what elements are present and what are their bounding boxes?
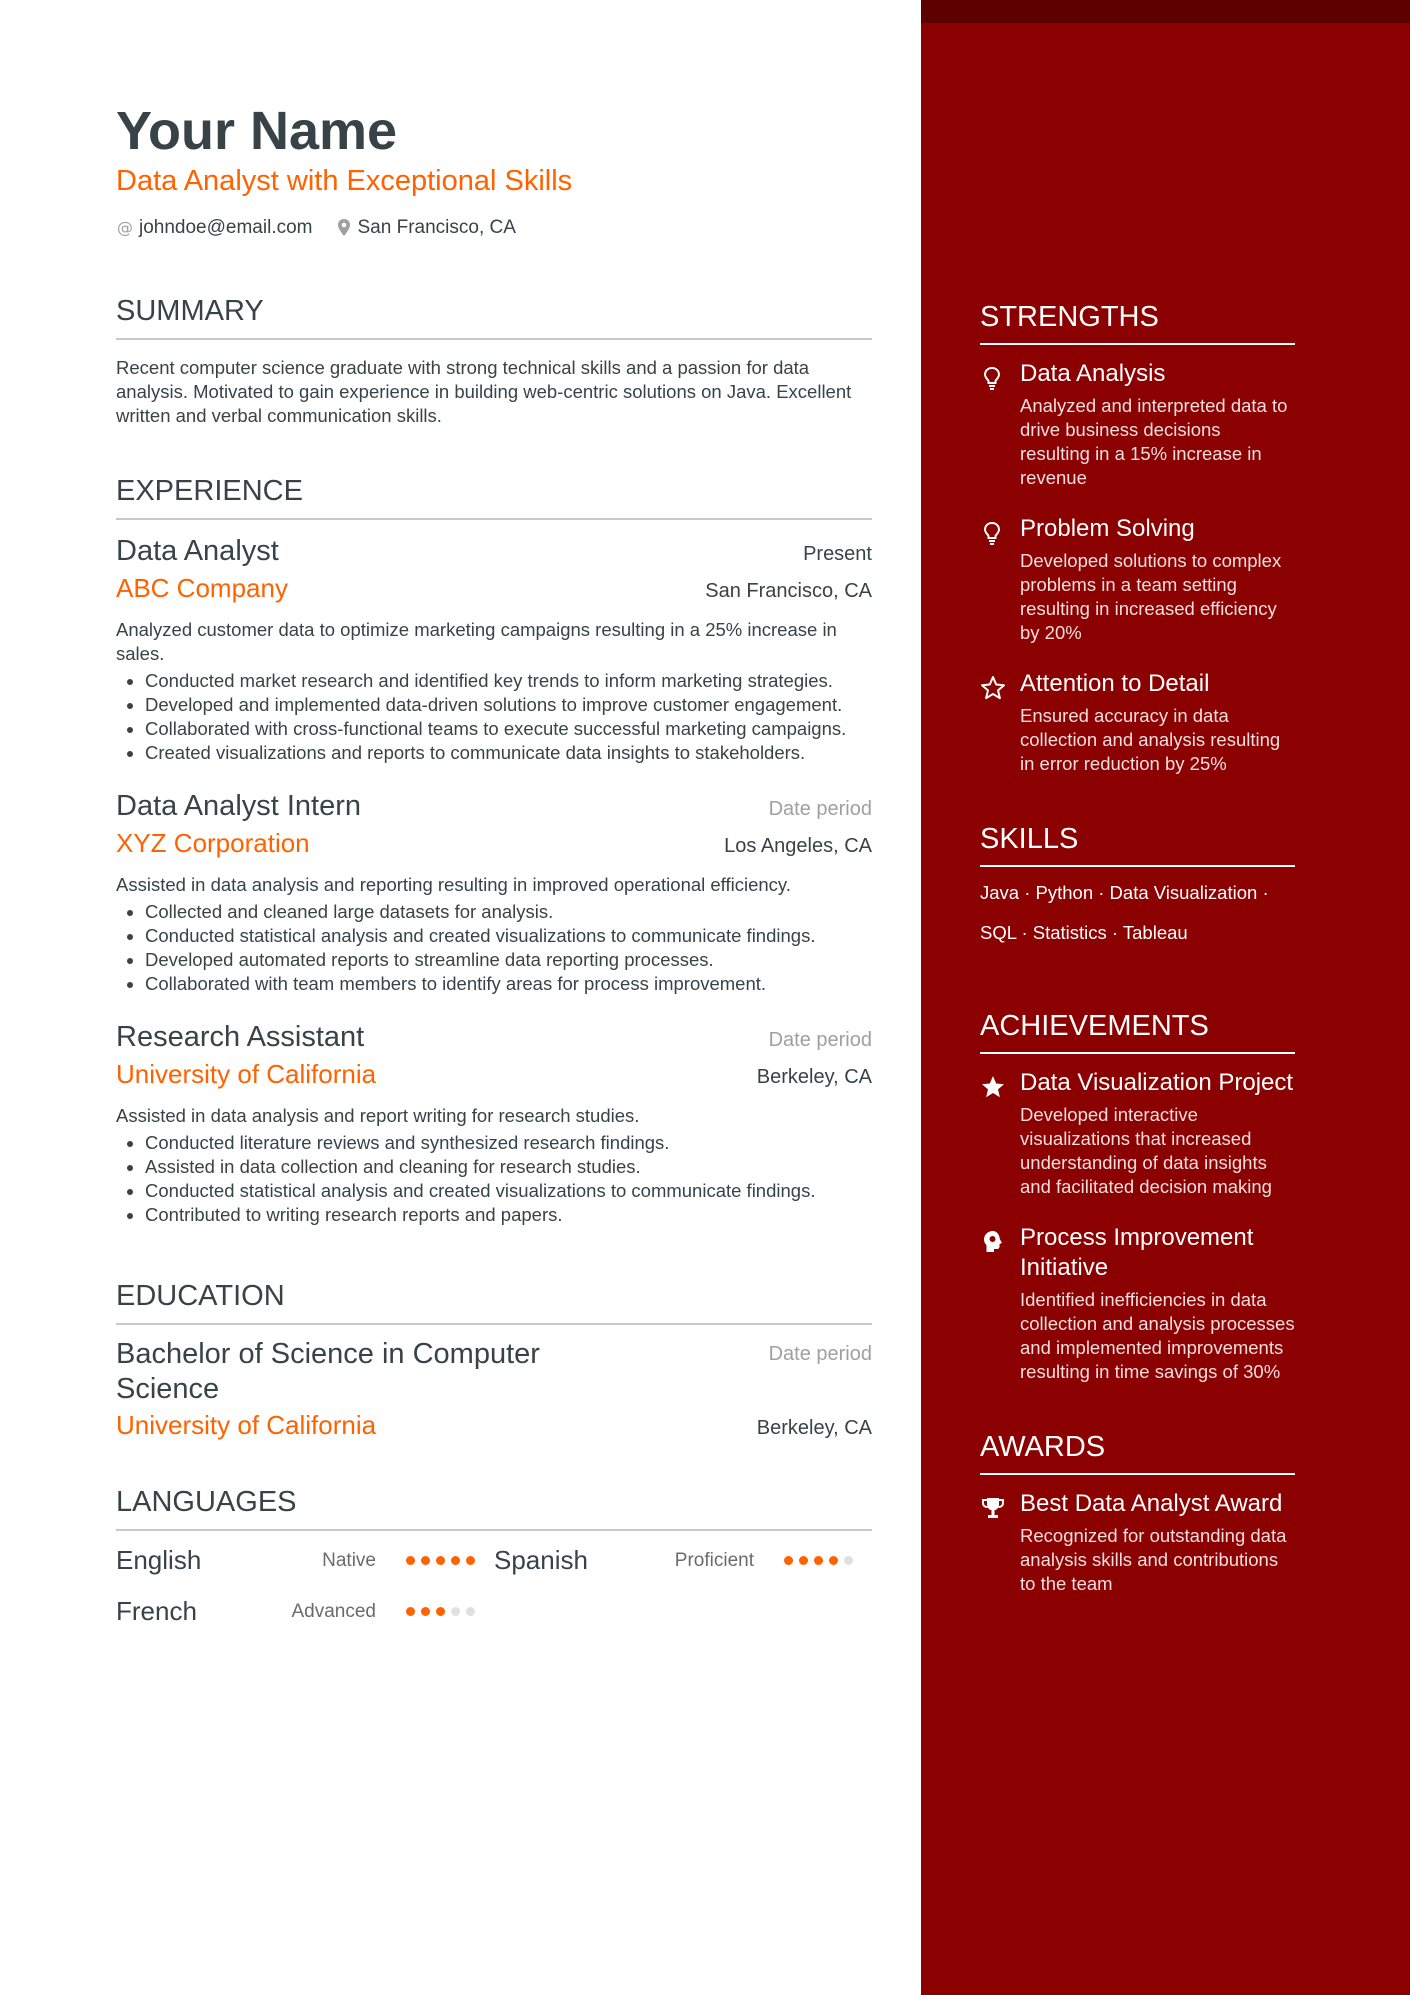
strength-title: Data Analysis bbox=[1020, 360, 1166, 387]
school-name: University of California bbox=[116, 1410, 377, 1440]
company-name: XYZ Corporation bbox=[116, 828, 310, 858]
rating-dot-filled bbox=[799, 1556, 808, 1565]
rating-dot-filled bbox=[451, 1556, 460, 1565]
strength-item bbox=[980, 514, 1295, 645]
job-entry bbox=[116, 787, 872, 996]
school-location: Berkeley, CA bbox=[756, 1417, 872, 1439]
svg-text:@: @ bbox=[117, 219, 133, 237]
award-title: Best Data Analyst Award bbox=[1020, 1490, 1283, 1517]
rating-dot-filled bbox=[829, 1556, 838, 1565]
language-name: English bbox=[116, 1545, 202, 1575]
email-text: johndoe@email.com bbox=[139, 217, 313, 238]
job-bullets bbox=[116, 1131, 872, 1227]
summary-text: Recent computer science graduate with strong technical skills and a passion for data analysis. Motivated to gain experience in building web-centric solutions on Java. Excellent written and verbal communication skills. bbox=[116, 357, 852, 426]
job-description: Assisted in data analysis and report writing for research studies. bbox=[116, 1105, 640, 1126]
language-item bbox=[116, 1545, 494, 1576]
job-description: Assisted in data analysis and reporting resulting in improved operational efficiency. bbox=[116, 874, 791, 895]
star-icon bbox=[980, 1074, 1006, 1100]
achievement-item bbox=[980, 1068, 1295, 1199]
job-date: Date period bbox=[768, 1029, 872, 1051]
achievements-heading: ACHIEVEMENTS bbox=[980, 1009, 1295, 1054]
strength-item bbox=[980, 669, 1295, 776]
summary-heading: SUMMARY bbox=[116, 294, 872, 340]
bullet-item: • Contributed to writing research reports and papers. bbox=[145, 1203, 872, 1227]
rating-dot-empty bbox=[451, 1607, 460, 1616]
strengths-section bbox=[980, 300, 1295, 776]
bullet-item: • Created visualizations and reports to communicate data insights to stakeholders. bbox=[145, 741, 872, 765]
job-location: San Francisco, CA bbox=[705, 580, 872, 602]
job-title: Research Assistant bbox=[116, 1021, 365, 1053]
rating-dot-empty bbox=[466, 1607, 475, 1616]
strength-description: Ensured accuracy in data collection and analysis resulting in error reduction by 25% bbox=[1020, 705, 1281, 774]
language-item bbox=[116, 1596, 494, 1627]
skills-section bbox=[980, 822, 1295, 953]
bullet-item: • Developed automated reports to streamline data reporting processes. bbox=[145, 948, 872, 972]
strength-item bbox=[980, 359, 1295, 490]
resume-name: Your Name bbox=[116, 101, 398, 161]
language-rating bbox=[406, 1556, 481, 1565]
strength-title: Attention to Detail bbox=[1020, 670, 1210, 697]
lightbulb-icon bbox=[980, 365, 1004, 391]
achievements-section bbox=[980, 1009, 1295, 1384]
language-name: French bbox=[116, 1596, 197, 1626]
contact-email[interactable] bbox=[116, 217, 313, 239]
rating-dot-filled bbox=[436, 1556, 445, 1565]
bullet-item: • Collaborated with team members to identify areas for process improvement. bbox=[145, 972, 872, 996]
strengths-heading: STRENGTHS bbox=[980, 300, 1295, 345]
sidebar-content bbox=[980, 300, 1295, 1596]
degree-title: Bachelor of Science in Computer Science bbox=[116, 1338, 540, 1405]
trophy-icon bbox=[980, 1495, 1006, 1521]
job-bullets bbox=[116, 900, 872, 996]
language-level: Advanced bbox=[291, 1600, 376, 1622]
skills-line: Java · Python · Data Visualization · bbox=[980, 882, 1269, 903]
bullet-item: • Developed and implemented data-driven solutions to improve customer engagement. bbox=[145, 693, 872, 717]
main-column bbox=[116, 100, 872, 1627]
language-item bbox=[494, 1545, 872, 1576]
rating-dot-filled bbox=[466, 1556, 475, 1565]
education-entry bbox=[116, 1337, 872, 1443]
job-bullets bbox=[116, 669, 872, 765]
head-icon bbox=[980, 1229, 1006, 1255]
languages-heading: LANGUAGES bbox=[116, 1485, 872, 1531]
job-description: Analyzed customer data to optimize marketing campaigns resulting in a 25% increase in sales. bbox=[116, 619, 837, 664]
experience-heading: EXPERIENCE bbox=[116, 474, 872, 520]
job-title: Data Analyst Intern bbox=[116, 790, 362, 822]
language-level: Proficient bbox=[674, 1549, 754, 1571]
job-date: Date period bbox=[768, 798, 872, 820]
bullet-item: • Conducted market research and identified key trends to inform marketing strategies. bbox=[145, 669, 872, 693]
skills-line: SQL · Statistics · Tableau bbox=[980, 922, 1188, 943]
lightbulb-icon bbox=[980, 520, 1004, 546]
contact-row bbox=[116, 217, 872, 239]
language-rating bbox=[406, 1607, 481, 1616]
sidebar-top-band bbox=[921, 0, 1410, 23]
education-section bbox=[116, 1279, 872, 1443]
strength-description: Analyzed and interpreted data to drive business decisions resulting in a 15% increase in revenue bbox=[1020, 395, 1288, 488]
language-level: Native bbox=[322, 1549, 376, 1571]
bullet-item: • Conducted statistical analysis and created visualizations to communicate findings. bbox=[145, 1179, 872, 1203]
contact-location bbox=[335, 217, 516, 239]
skills-list bbox=[980, 873, 1295, 953]
achievement-title: Data Visualization Project bbox=[1020, 1069, 1294, 1096]
rating-dot-filled bbox=[421, 1607, 430, 1616]
strength-description: Developed solutions to complex problems in a team setting resulting in increased efficiency by 20% bbox=[1020, 550, 1282, 643]
company-name: University of California bbox=[116, 1059, 377, 1089]
rating-dot-filled bbox=[406, 1607, 415, 1616]
award-description: Recognized for outstanding data analysis skills and contributions to the team bbox=[1020, 1525, 1287, 1594]
award-item bbox=[980, 1489, 1295, 1596]
skills-heading: SKILLS bbox=[980, 822, 1295, 867]
rating-dot-filled bbox=[814, 1556, 823, 1565]
language-rating bbox=[784, 1556, 859, 1565]
job-entry bbox=[116, 1018, 872, 1227]
language-name: Spanish bbox=[494, 1545, 588, 1575]
bullet-item: • Collected and cleaned large datasets for analysis. bbox=[145, 900, 872, 924]
rating-dot-filled bbox=[784, 1556, 793, 1565]
achievement-description: Developed interactive visualizations that increased understanding of data insights and facilitated decision making bbox=[1020, 1104, 1272, 1197]
awards-section bbox=[980, 1430, 1295, 1596]
rating-dot-filled bbox=[406, 1556, 415, 1565]
resume-title: Data Analyst with Exceptional Skills bbox=[116, 165, 573, 197]
bullet-item: • Assisted in data collection and cleaning for research studies. bbox=[145, 1155, 872, 1179]
education-date: Date period bbox=[768, 1343, 872, 1365]
bullet-item: • Collaborated with cross-functional teams to execute successful marketing campaigns. bbox=[145, 717, 872, 741]
location-text: San Francisco, CA bbox=[357, 217, 516, 238]
summary-section bbox=[116, 294, 872, 428]
location-pin-icon bbox=[335, 218, 353, 238]
languages-grid bbox=[116, 1545, 872, 1627]
achievement-item bbox=[980, 1223, 1295, 1384]
job-entry bbox=[116, 532, 872, 765]
star-outline-icon bbox=[980, 675, 1006, 701]
awards-heading: AWARDS bbox=[980, 1430, 1295, 1475]
job-title: Data Analyst bbox=[116, 535, 279, 567]
rating-dot-filled bbox=[421, 1556, 430, 1565]
rating-dot-filled bbox=[436, 1607, 445, 1616]
experience-section bbox=[116, 474, 872, 1227]
bullet-item: • Conducted statistical analysis and created visualizations to communicate findings. bbox=[145, 924, 872, 948]
job-location: Los Angeles, CA bbox=[724, 835, 872, 857]
job-location: Berkeley, CA bbox=[756, 1066, 872, 1088]
achievement-description: Identified inefficiencies in data collection and analysis processes and implemented improvements resulting in time savings of 30% bbox=[1020, 1289, 1295, 1382]
achievement-title: Process Improvement Initiative bbox=[1020, 1224, 1254, 1281]
education-heading: EDUCATION bbox=[116, 1279, 872, 1325]
bullet-item: • Conducted literature reviews and synthesized research findings. bbox=[145, 1131, 872, 1155]
strength-title: Problem Solving bbox=[1020, 515, 1195, 542]
at-icon bbox=[116, 219, 134, 237]
company-name: ABC Company bbox=[116, 573, 288, 603]
rating-dot-empty bbox=[844, 1556, 853, 1565]
job-date: Present bbox=[803, 543, 872, 565]
languages-section bbox=[116, 1485, 872, 1627]
